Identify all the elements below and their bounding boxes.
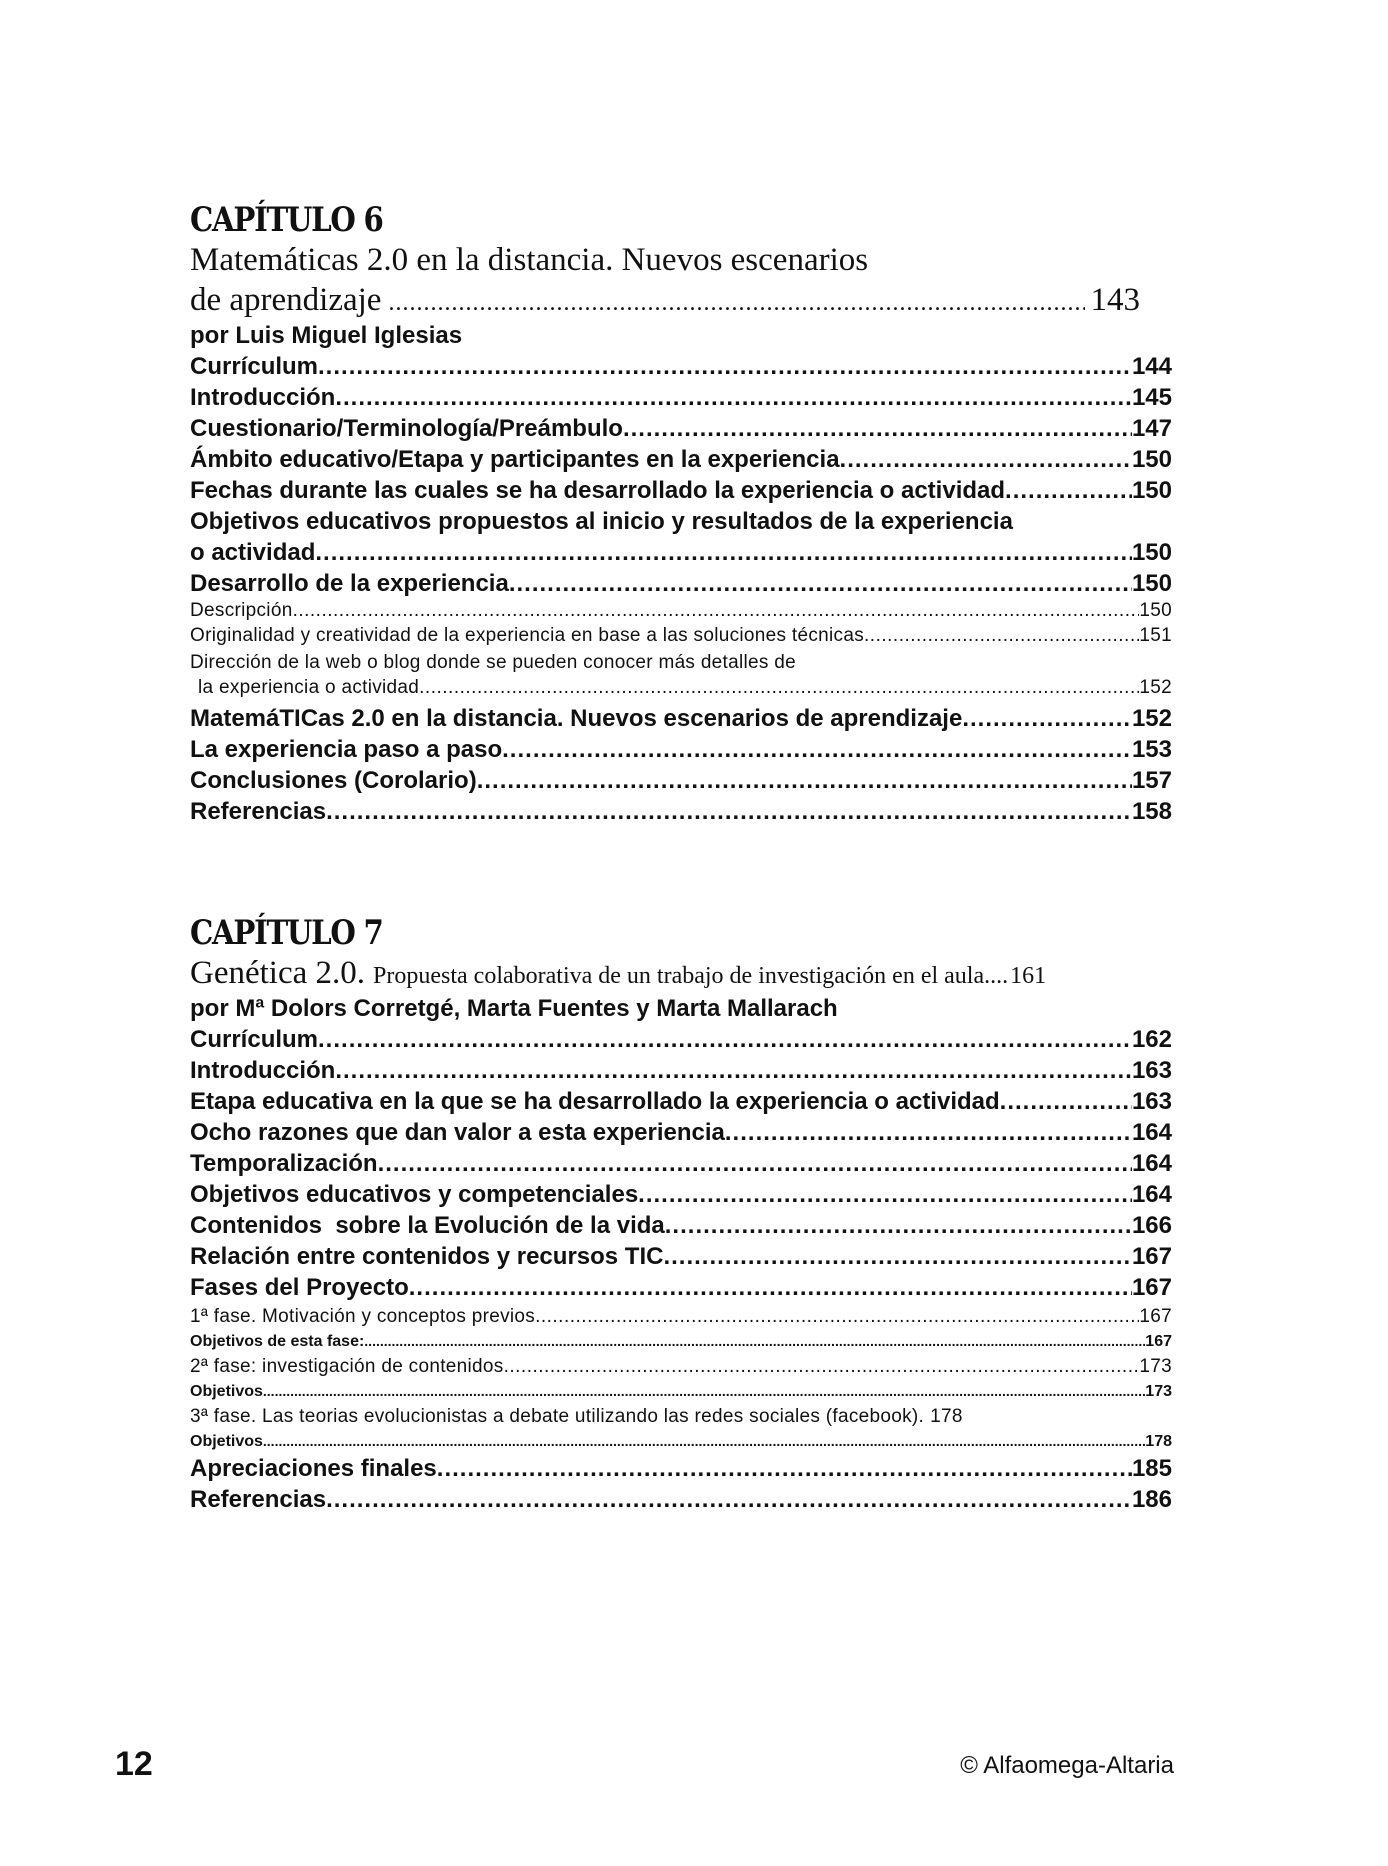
toc-entry[interactable]: Cuestionario/Terminología/Preámbulo ..... 147 [190, 413, 1172, 444]
toc-entry[interactable]: Currículum ..... 162 [190, 1024, 1172, 1055]
chapter-title-line-2 [190, 280, 1140, 320]
toc-entry[interactable]: Fases del Proyecto ..... 167 [190, 1272, 1172, 1303]
toc-entry[interactable]: Objetivos educativos y competenciales ..... 164 [190, 1179, 1172, 1210]
toc-subentry[interactable]: la experiencia o actividad ..... 152 [190, 676, 1172, 703]
toc-entry[interactable]: Currículum ..... 144 [190, 351, 1172, 382]
chapter-author: por Luis Miguel Iglesias [190, 322, 463, 349]
toc-subentry[interactable]: Objetivos ..... 173 [190, 1380, 1172, 1403]
page-number: 12 [115, 1745, 153, 1783]
chapter-title-page: 143 [1090, 282, 1140, 318]
toc-subentry[interactable]: Descripción ..... 150 [190, 599, 1172, 622]
toc-entry[interactable]: Etapa educativa en la que se ha desarrollado la experiencia o actividad ..... 163 [190, 1086, 1172, 1117]
toc-entry[interactable]: Desarrollo de la experiencia ..... 150 [190, 568, 1172, 599]
chapter-title-line [190, 953, 1172, 993]
toc-entry[interactable]: Referencias ..... 186 [190, 1484, 1172, 1515]
chapter-title-text: de aprendizaje ..... [190, 280, 1085, 323]
chapter-title-rest: Propuesta colaborativa de un trabajo de investigación en el aula.... [373, 963, 1009, 989]
toc-subentry[interactable]: 3ª fase. Las teorias evolucionistas a debate utilizando las redes sociales (facebook). 178 [190, 1406, 963, 1427]
copyright-notice: © Alfaomega-Altaria [960, 1752, 1174, 1779]
chapter-6-section [190, 200, 1172, 827]
chapter-label: CAPÍTULO 6 [190, 200, 383, 240]
toc-subentry[interactable]: Objetivos de esta fase: ..... 167 [190, 1330, 1172, 1353]
chapter-author: por Mª Dolors Corretgé, Marta Fuentes y Marta Mallarach [190, 995, 838, 1022]
toc-entry[interactable]: Ocho razones que dan valor a esta experiencia ..... 164 [190, 1117, 1172, 1148]
toc-subentry[interactable]: Objetivos ..... 178 [190, 1430, 1172, 1453]
toc-entry[interactable]: Introducción ..... 163 [190, 1055, 1172, 1086]
toc-entry[interactable]: La experiencia paso a paso ..... 153 [190, 734, 1172, 765]
toc-entry[interactable]: Conclusiones (Corolario) ..... 157 [190, 765, 1172, 796]
toc-entry[interactable]: Temporalización ..... 164 [190, 1148, 1172, 1179]
toc-entry[interactable]: Apreciaciones finales ..... 185 [190, 1453, 1172, 1484]
toc-entry[interactable]: Fechas durante las cuales se ha desarrollado la experiencia o actividad ..... 150 [190, 475, 1172, 506]
chapter-7-section [190, 913, 1172, 1515]
toc-entry[interactable]: Introducción ..... 145 [190, 382, 1172, 413]
chapter-label: CAPÍTULO 7 [190, 913, 383, 953]
chapter-title-page: 161 [1010, 963, 1047, 989]
chapter-title-main: Genética 2.0. [190, 955, 366, 991]
toc-subentry[interactable]: Originalidad y creatividad de la experiencia en base a las soluciones técnicas ..... 151 [190, 622, 1172, 649]
toc-entry[interactable]: Contenidos sobre la Evolución de la vida ..... 166 [190, 1210, 1172, 1241]
toc-subentry[interactable]: 2ª fase: investigación de contenidos ..... 173 [190, 1353, 1172, 1380]
toc-entry[interactable]: Referencias ..... 158 [190, 796, 1172, 827]
toc-entry-first-line: Objetivos educativos propuestos al inicio y resultados de la experiencia [190, 508, 1013, 535]
toc-entry[interactable]: Relación entre contenidos y recursos TIC ..... 167 [190, 1241, 1172, 1272]
toc-entry[interactable]: o actividad ..... 150 [190, 537, 1172, 568]
chapter-title-line-1: Matemáticas 2.0 en la distancia. Nuevos escenarios [190, 242, 869, 278]
toc-entry[interactable]: Ámbito educativo/Etapa y participantes en la experiencia ..... 150 [190, 444, 1172, 475]
toc-subentry-first-line: Dirección de la web o blog donde se pueden conocer más detalles de [190, 652, 797, 673]
toc-subentry[interactable]: 1ª fase. Motivación y conceptos previos ..... 167 [190, 1303, 1172, 1330]
toc-entry[interactable]: MatemáTICas 2.0 en la distancia. Nuevos escenarios de aprendizaje ..... 152 [190, 703, 1172, 734]
